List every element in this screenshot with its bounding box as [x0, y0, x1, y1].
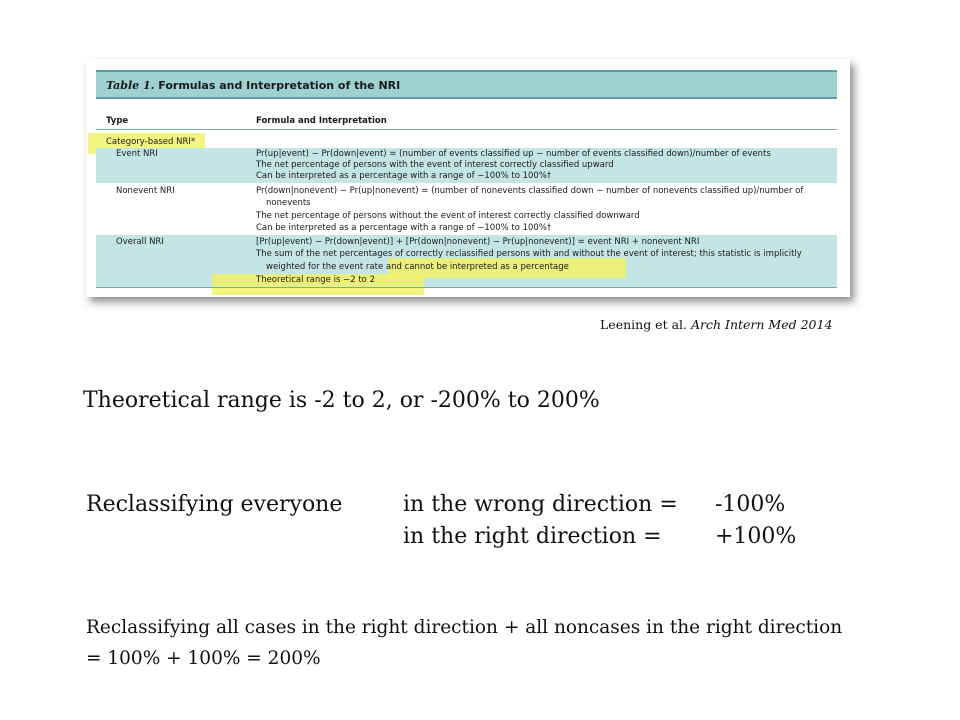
citation-journal: Arch Intern Med 2014 — [690, 317, 833, 332]
all-cases-line: Reclassifying all cases in the right direction + all noncases in the right direction — [86, 617, 843, 638]
table-number: Table 1. — [106, 79, 155, 92]
wrong-direction-value: -100% — [715, 492, 786, 517]
overall-interpretation: The sum of the net percentages of correctly reclassified persons with and without the event of interest; this statistic is implicitly — [256, 249, 802, 259]
right-direction-text: in the right direction = — [403, 524, 662, 549]
table-title — [96, 70, 837, 99]
sum-line: = 100% + 100% = 200% — [86, 648, 321, 669]
section-label: Category-based NRI* — [106, 137, 196, 147]
event-formula: Pr(up|event) − Pr(down|event) = (number of events classified up − number of events classified down)/number of events — [256, 149, 771, 159]
nonevent-formula: Pr(down|nonevent) − Pr(up|nonevent) = (number of nonevents classified down − number of nonevents classified up)/number of — [256, 186, 804, 196]
overall-interpretation-cont: weighted for the event rate and cannot be interpreted as a percentage — [266, 262, 569, 272]
wrong-direction-text: in the wrong direction = — [403, 492, 678, 517]
overall-formula: [Pr(up|event) − Pr(down|event)] + [Pr(down|nonevent) − Pr(up|nonevent)] = event NRI + nonevent NRI — [256, 237, 700, 247]
reclassifying-everyone-label: Reclassifying everyone — [86, 492, 343, 517]
nonevent-nri-label: Nonevent NRI — [116, 186, 175, 196]
right-direction-value: +100% — [715, 524, 797, 549]
event-nri-label: Event NRI — [116, 149, 158, 159]
column-header-formula: Formula and Interpretation — [256, 116, 387, 126]
bottom-rule — [96, 287, 837, 288]
event-range: Can be interpreted as a percentage with a range of −100% to 100%† — [256, 171, 552, 181]
overall-nri-label: Overall NRI — [116, 237, 164, 247]
citation-authors: Leening et al. — [600, 317, 687, 332]
table-title-text: Formulas and Interpretation of the NRI — [158, 79, 401, 92]
nri-table-image — [86, 59, 850, 297]
theoretical-range-statement: Theoretical range is -2 to 2, or -200% to 200% — [83, 388, 600, 413]
nonevent-range: Can be interpreted as a percentage with a range of −100% to 100%† — [256, 223, 552, 233]
overall-range: Theoretical range is −2 to 2 — [256, 275, 375, 285]
event-interpretation: The net percentage of persons with the event of interest correctly classified upward — [256, 160, 614, 170]
citation — [600, 317, 832, 332]
nonevent-formula-cont: nonevents — [266, 198, 311, 208]
header-rule — [96, 129, 837, 130]
column-header-type: Type — [106, 116, 129, 126]
nonevent-interpretation: The net percentage of persons without the event of interest correctly classified downward — [256, 211, 640, 221]
